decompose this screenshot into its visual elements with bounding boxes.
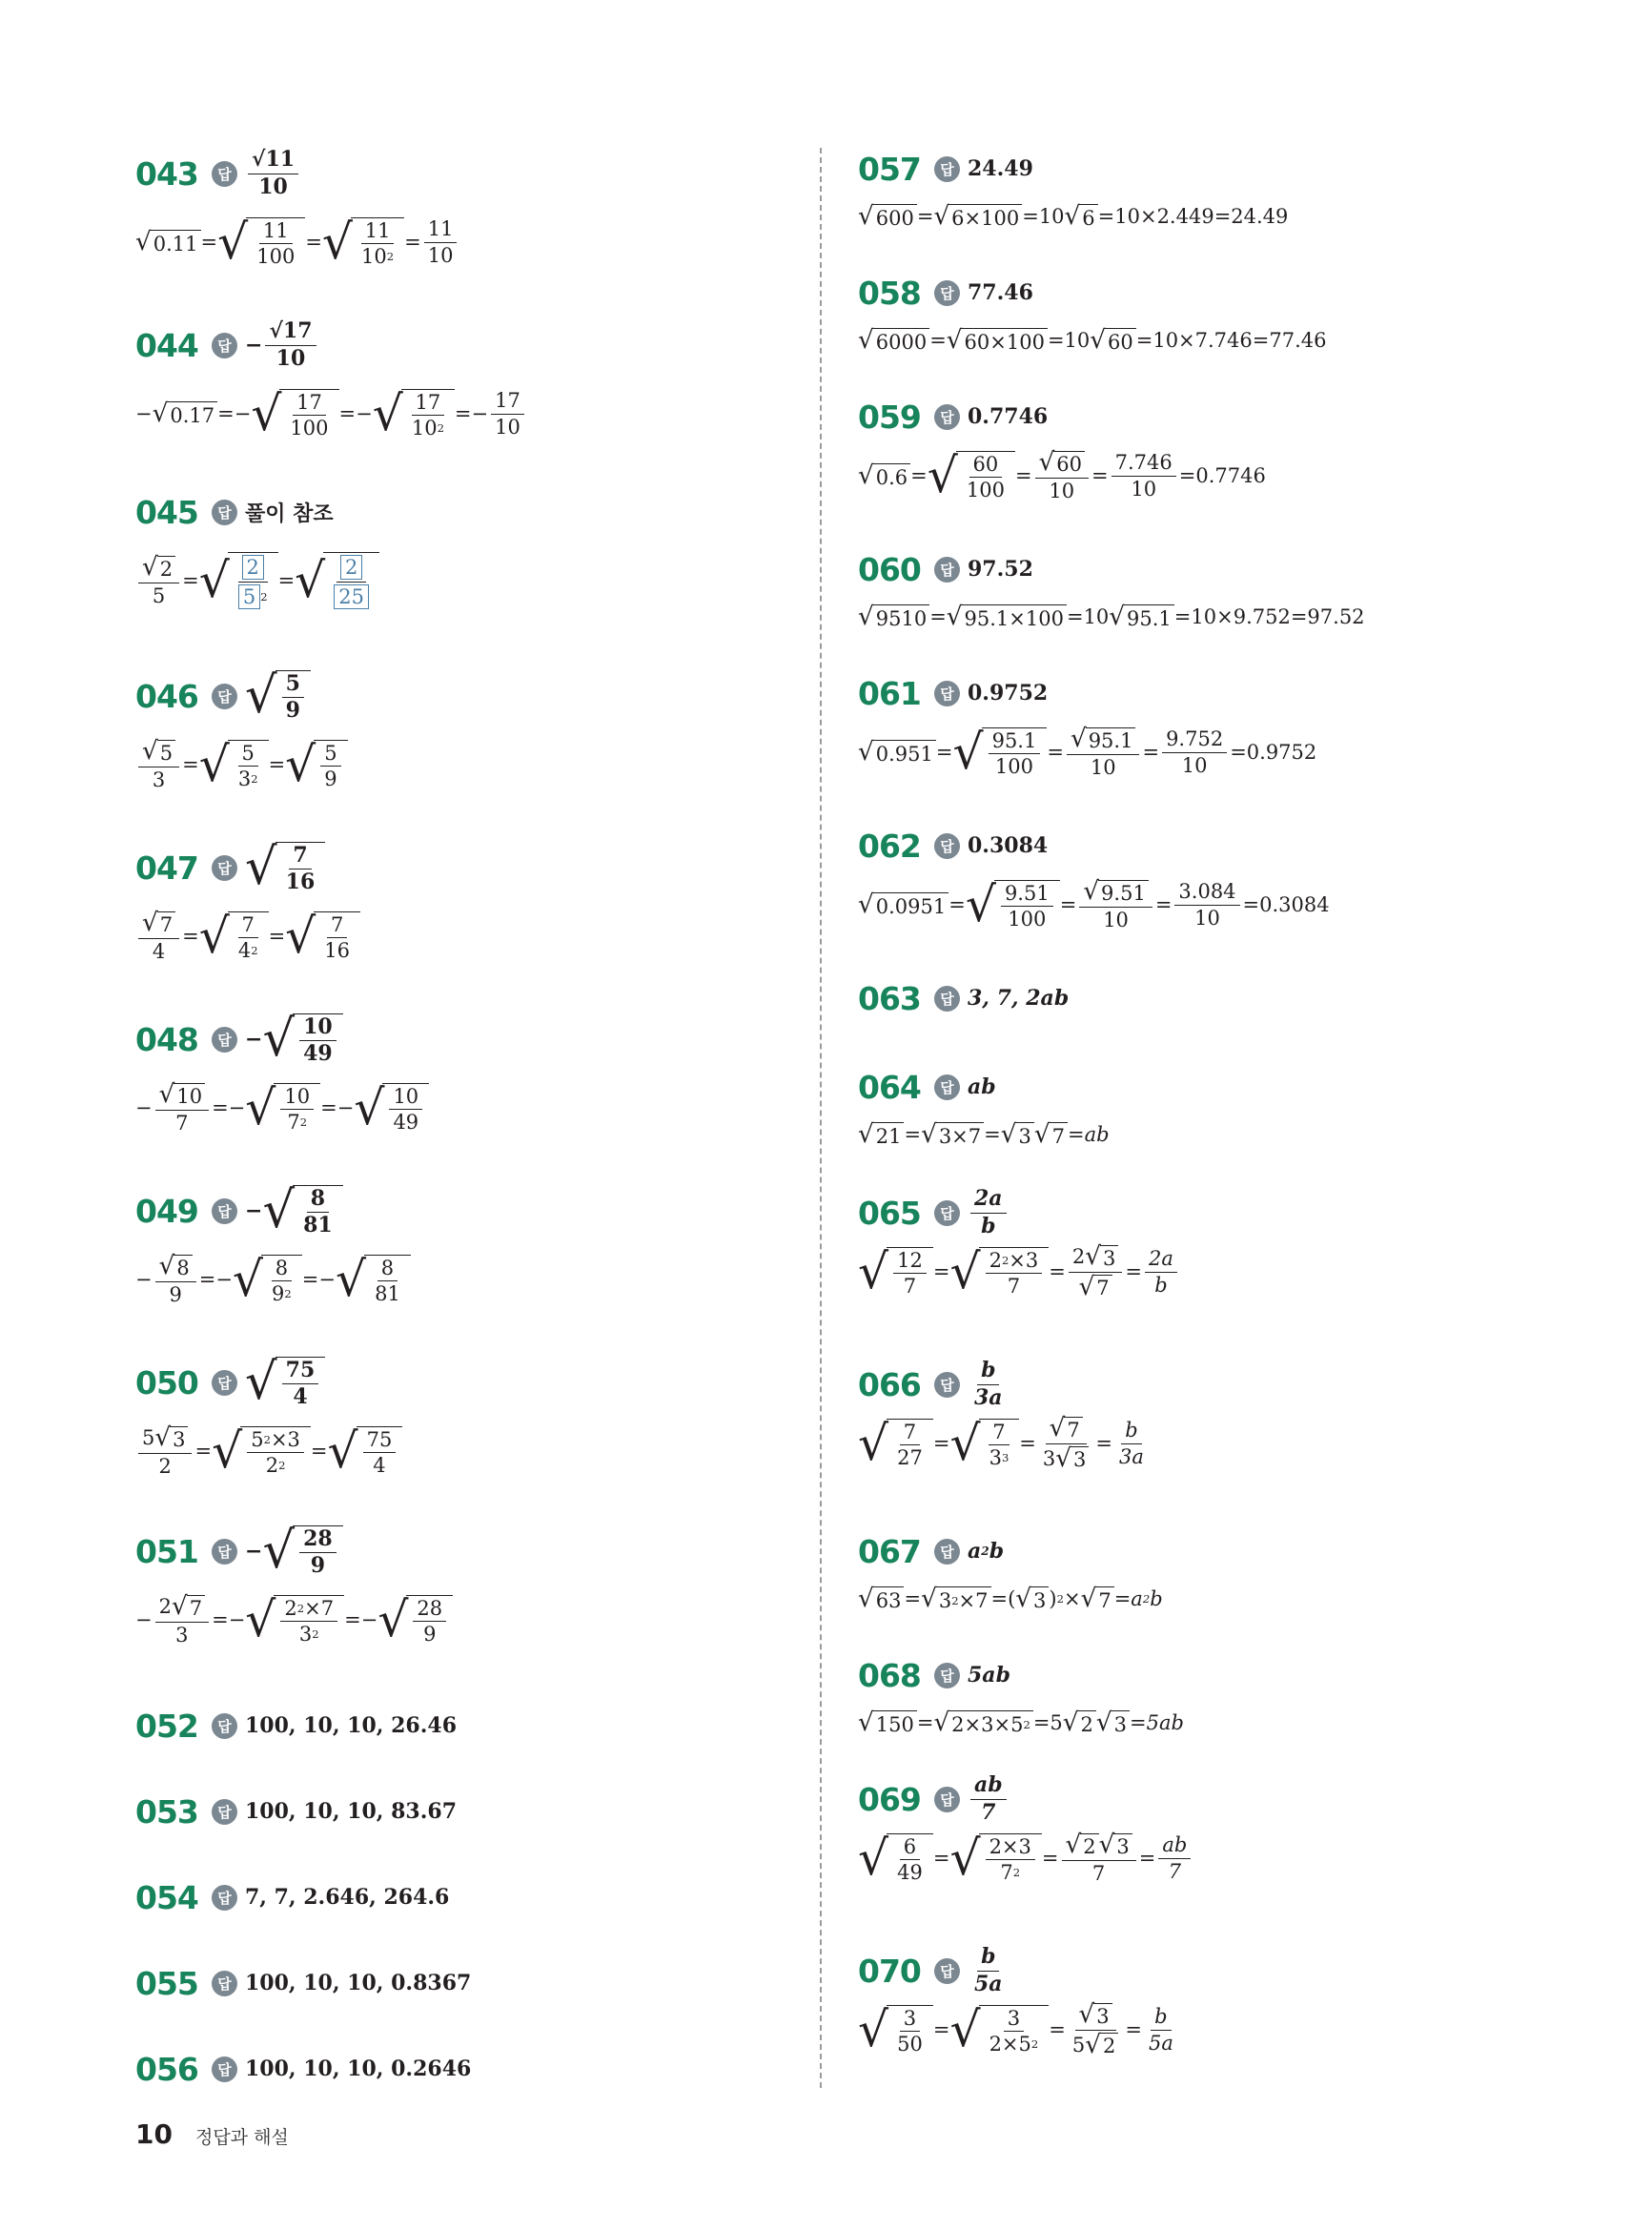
problem-068 bbox=[858, 1645, 1184, 1740]
problem-065 bbox=[858, 1182, 1180, 1300]
footer-label: 정답과 해설 bbox=[194, 2127, 289, 2148]
answer: 0.7746 bbox=[968, 404, 1049, 429]
problem-067 bbox=[858, 1521, 1163, 1616]
solution: √ 0.951 = √ $\frac{95.1}{100}$ = √ $\frac{95.1}{10}$ = $\frac{9.752}{10}$ =0.9752 bbox=[858, 724, 1316, 781]
problem-059 bbox=[858, 386, 1266, 504]
answer: √ $\frac{5}{9}$ bbox=[245, 670, 311, 722]
answer: 5ab bbox=[968, 1663, 1010, 1688]
problem-number: 064 bbox=[858, 1068, 921, 1106]
problem-062 bbox=[858, 815, 1330, 933]
problem-064 bbox=[858, 1056, 1110, 1152]
problem-044 bbox=[135, 315, 527, 442]
answer: a 2 b bbox=[968, 1539, 1005, 1564]
problem-050 bbox=[135, 1352, 402, 1480]
solution: √ 63 = √ 3 2 ×7 =( √ 3 ) 2 × √ 7 =a 2 b bbox=[858, 1582, 1163, 1616]
problem-066 bbox=[858, 1354, 1151, 1472]
problem-049 bbox=[135, 1180, 411, 1308]
answer: $\frac{ab}{7}$ bbox=[968, 1774, 1010, 1823]
answer: 0.3084 bbox=[968, 833, 1049, 858]
answer-badge-icon: 답 bbox=[212, 1198, 237, 1224]
problem-number: 055 bbox=[135, 1964, 198, 2002]
answer-badge-icon: 답 bbox=[934, 1663, 960, 1688]
problem-058 bbox=[858, 262, 1326, 358]
answer: 24.49 bbox=[968, 156, 1033, 181]
problem-number: 056 bbox=[135, 2050, 198, 2088]
solution: √ 0.11 = √ $\frac{11}{100}$ = √ 11 10 2 = $\frac{11}{10}$ bbox=[135, 214, 459, 271]
answer-badge-icon: 답 bbox=[934, 1372, 960, 1398]
answer: − √ $\frac{10}{49}$ bbox=[245, 1013, 343, 1065]
answer-badge-icon: 답 bbox=[212, 1027, 237, 1053]
problem-053 bbox=[135, 1781, 457, 1842]
solution: − √ 0.17 =− √ $\frac{17}{100}$ =− √ 17 10 2 =− $\frac{17}{10}$ bbox=[135, 385, 527, 442]
problem-number: 070 bbox=[858, 1952, 921, 1990]
answer: √ $\frac{75}{4}$ bbox=[245, 1357, 325, 1408]
problem-number: 065 bbox=[858, 1194, 921, 1232]
solution: √ 0.0951 = √ $\frac{9.51}{100}$ = √ $\frac{9.51}{10}$ = $\frac{3.084}{10}$ =0.3084 bbox=[858, 876, 1330, 933]
solution: √ 6000 = √ 60×100 =10 √ 60 =10×7.746=77.46 bbox=[858, 323, 1326, 358]
answer: $\frac{b}{5a}$ bbox=[974, 1944, 1003, 1996]
solution: √ $\frac{6}{49}$ = √ 2×3 7 2 = √ 2 √ 3 7 = $\frac{ab}{7}$ bbox=[858, 1830, 1193, 1887]
answer: − √ $\frac{8}{81}$ bbox=[245, 1185, 343, 1237]
solution: √ $\frac{5}{3}$ = √ 5 3 2 = √ $\frac{5}{9}$ bbox=[135, 736, 348, 793]
page-footer bbox=[135, 2118, 289, 2150]
solution: √ $\frac{7}{4}$ = √ 7 4 2 = √ $\frac{7}{16}$ bbox=[135, 908, 360, 965]
solution: − √ $\frac{10}{7}$ =− √ 10 7 2 =− √ $\frac{10}{49}$ bbox=[135, 1079, 429, 1136]
problem-069 bbox=[858, 1769, 1193, 1887]
answer: − $\frac{√17}{10}$ bbox=[245, 320, 319, 369]
answer: ab bbox=[968, 1074, 996, 1099]
solution: − √ $\frac{8}{9}$ =− √ 8 9 2 =− √ $\frac{8}{81}$ bbox=[135, 1251, 411, 1308]
problem-043 bbox=[135, 143, 459, 271]
answer-badge-icon: 답 bbox=[212, 1370, 237, 1396]
answer-badge-icon: 답 bbox=[934, 280, 960, 306]
answer-badge-icon: 답 bbox=[934, 1787, 960, 1812]
answer: 77.46 bbox=[968, 280, 1033, 305]
answer: 100, 10, 10, 26.46 bbox=[245, 1713, 457, 1738]
answer: $\frac{√11}{10}$ bbox=[245, 149, 301, 197]
answer: 100, 10, 10, 0.2646 bbox=[245, 2056, 472, 2081]
solution: √ $\frac{3}{50}$ = √ 3 2×5 2 = √ 3 5 √ 2 = $\frac{b}{5a}$ bbox=[858, 2001, 1180, 2058]
problem-number: 069 bbox=[858, 1780, 921, 1818]
problem-number: 058 bbox=[858, 274, 921, 312]
problem-number: 049 bbox=[135, 1192, 198, 1230]
problem-number: 044 bbox=[135, 326, 198, 364]
answer: $\frac{b}{3a}$ bbox=[974, 1358, 1003, 1410]
answer: 100, 10, 10, 0.8367 bbox=[245, 1971, 472, 1995]
answer: − √ $\frac{28}{9}$ bbox=[245, 1525, 343, 1577]
answer: $\frac{2a}{b}$ bbox=[968, 1188, 1010, 1237]
problem-061 bbox=[858, 663, 1316, 781]
answer-badge-icon: 답 bbox=[934, 404, 960, 430]
answer-badge-icon: 답 bbox=[212, 1885, 237, 1911]
answer-badge-icon: 답 bbox=[212, 161, 237, 187]
answer-badge-icon: 답 bbox=[212, 1799, 237, 1825]
problem-046 bbox=[135, 665, 348, 793]
problem-060 bbox=[858, 539, 1365, 634]
answer-badge-icon: 답 bbox=[212, 1539, 237, 1565]
answer-badge-icon: 답 bbox=[934, 557, 960, 583]
problem-number: 063 bbox=[858, 979, 921, 1017]
problem-number: 052 bbox=[135, 1707, 198, 1745]
answer-badge-icon: 답 bbox=[212, 855, 237, 881]
problem-number: 043 bbox=[135, 154, 198, 193]
problem-051 bbox=[135, 1521, 453, 1648]
answer-badge-icon: 답 bbox=[934, 156, 960, 182]
blank-box: 5 bbox=[238, 584, 260, 609]
solution: √ $\frac{7}{27}$ = √ 7 3 3 = √ 7 3 √ 3 = $\frac{b}{3a}$ bbox=[858, 1415, 1151, 1472]
solution: 5 √ 3 2 = √ 5 2 ×3 2 2 = √ $\frac{75}{4}$ bbox=[135, 1422, 402, 1480]
answer: 풀이 참조 bbox=[245, 501, 334, 526]
problem-number: 048 bbox=[135, 1020, 198, 1058]
answer: √ $\frac{7}{16}$ bbox=[245, 842, 325, 893]
problem-056 bbox=[135, 2038, 471, 2099]
problem-number: 068 bbox=[858, 1656, 921, 1694]
solution: √ 0.6 = √ $\frac{60}{100}$ = √ $\frac{60}{10}$ = $\frac{7.746}{10}$ =0.7746 bbox=[858, 447, 1266, 504]
answer: 0.9752 bbox=[968, 681, 1049, 706]
answer-badge-icon: 답 bbox=[212, 1713, 237, 1739]
answer-badge-icon: 답 bbox=[934, 1074, 960, 1100]
answer-badge-icon: 답 bbox=[212, 684, 237, 709]
blank-box: 2 bbox=[340, 555, 362, 580]
answer-badge-icon: 답 bbox=[212, 2056, 237, 2082]
answer-badge-icon: 답 bbox=[934, 681, 960, 706]
answer-badge-icon: 답 bbox=[212, 1971, 237, 1996]
answer-badge-icon: 답 bbox=[212, 500, 237, 525]
problem-number: 046 bbox=[135, 677, 198, 715]
page-number: 10 bbox=[135, 2118, 173, 2150]
problem-048 bbox=[135, 1009, 429, 1136]
problem-057 bbox=[858, 138, 1288, 234]
problem-055 bbox=[135, 1953, 471, 2014]
answer-badge-icon: 답 bbox=[934, 1958, 960, 1984]
problem-number: 060 bbox=[858, 550, 921, 588]
problem-number: 047 bbox=[135, 849, 198, 887]
column-divider bbox=[820, 148, 822, 2088]
solution: √ $\frac{2}{5}$ = √ 2 5 2 = √ $\frac{2}{25}$ bbox=[135, 552, 379, 609]
problem-052 bbox=[135, 1695, 457, 1756]
problem-number: 050 bbox=[135, 1363, 198, 1401]
solution: √ 9510 = √ 95.1×100 =10 √ 95.1 =10×9.752=97.52 bbox=[858, 600, 1365, 634]
solution: √ 600 = √ 6×100 =10 √ 6 =10×2.449=24.49 bbox=[858, 199, 1288, 234]
problem-number: 067 bbox=[858, 1532, 921, 1570]
problem-070 bbox=[858, 1940, 1180, 2058]
problem-number: 045 bbox=[135, 493, 198, 531]
problem-number: 059 bbox=[858, 398, 921, 436]
solution: √ $\frac{12}{7}$ = √ 2 2 ×3 7 = 2 √ 3 √ 7 = $\frac{2a}{b}$ bbox=[858, 1243, 1180, 1300]
blank-box: 2 bbox=[242, 555, 264, 580]
problem-number: 061 bbox=[858, 674, 921, 712]
answer: 100, 10, 10, 83.67 bbox=[245, 1799, 457, 1824]
answer-badge-icon: 답 bbox=[934, 1539, 960, 1565]
solution: − 2 √ 7 3 =− √ 2 2 ×7 3 2 =− √ $\frac{28}{9}$ bbox=[135, 1591, 453, 1648]
problem-054 bbox=[135, 1867, 449, 1928]
answer: 97.52 bbox=[968, 557, 1033, 582]
problem-number: 062 bbox=[858, 827, 921, 865]
answer: 3, 7, 2ab bbox=[968, 986, 1070, 1011]
answer-badge-icon: 답 bbox=[934, 986, 960, 1012]
answer-badge-icon: 답 bbox=[934, 833, 960, 859]
problem-number: 053 bbox=[135, 1792, 198, 1831]
problem-063 bbox=[858, 968, 1069, 1029]
solution: √ 21 = √ 3×7 = √ 3 √ 7 =ab bbox=[858, 1117, 1110, 1152]
problem-047 bbox=[135, 837, 360, 965]
blank-box: 25 bbox=[334, 584, 369, 609]
problem-045 bbox=[135, 481, 379, 609]
problem-number: 051 bbox=[135, 1532, 198, 1570]
problem-number: 066 bbox=[858, 1365, 921, 1403]
answer-badge-icon: 답 bbox=[212, 333, 237, 358]
problem-number: 054 bbox=[135, 1878, 198, 1916]
solution: √ 150 = √ 2×3×5 2 =5 √ 2 √ 3 =5ab bbox=[858, 1706, 1184, 1740]
problem-number: 057 bbox=[858, 150, 921, 188]
answer: 7, 7, 2.646, 264.6 bbox=[245, 1885, 450, 1910]
answer-badge-icon: 답 bbox=[934, 1200, 960, 1226]
